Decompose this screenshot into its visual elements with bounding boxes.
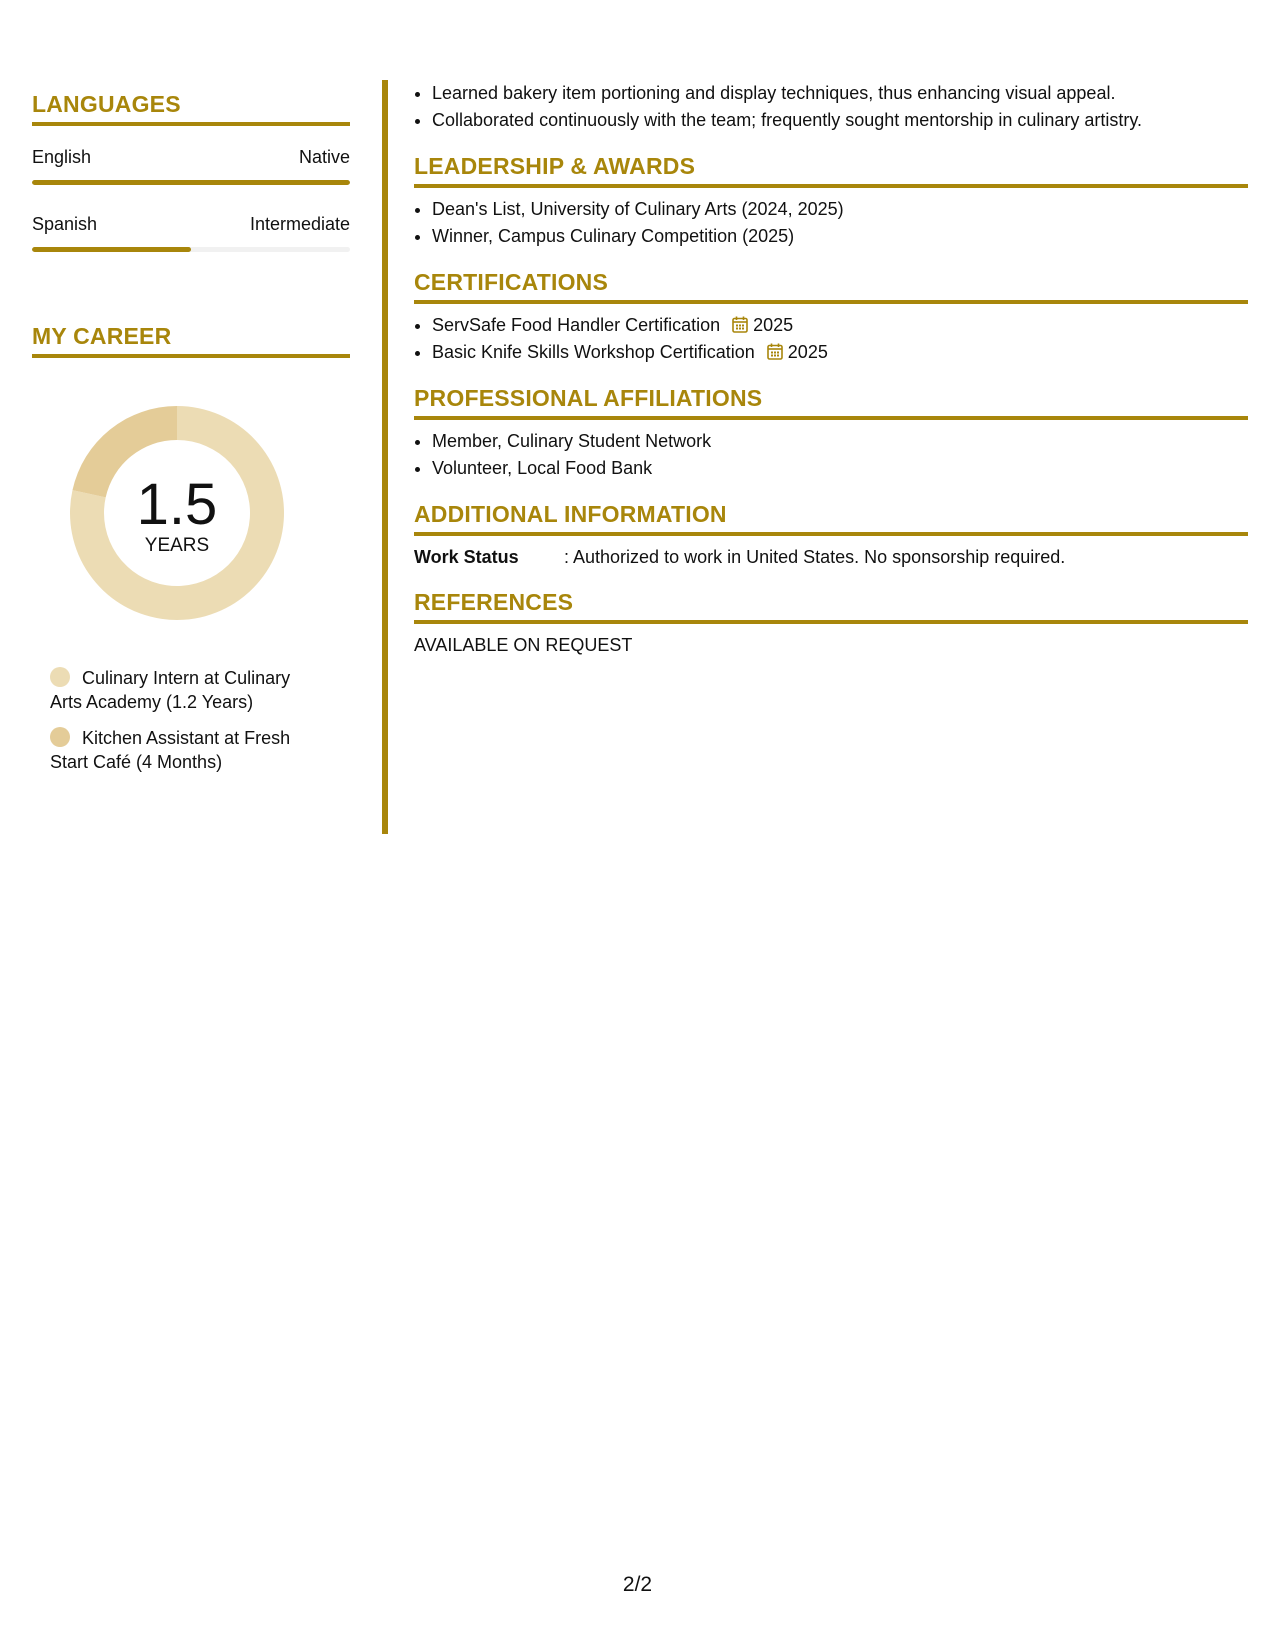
calendar-icon — [732, 316, 748, 333]
additional-info-section — [414, 500, 1248, 570]
calendar-icon — [767, 343, 783, 360]
references-text: AVAILABLE ON REQUEST — [414, 635, 633, 655]
leadership-title: LEADERSHIP & AWARDS — [414, 152, 1248, 188]
work-status-label: Work Status — [414, 547, 519, 567]
language-name: English — [32, 147, 92, 167]
certifications-section — [414, 268, 1248, 366]
certification-name: ServSafe Food Handler Certification — [432, 315, 721, 335]
donut-center-label — [62, 398, 292, 628]
legend-label: Culinary Intern at Culinary Arts Academy (1.2 Years) — [50, 668, 291, 712]
page-number: 2/2 — [622, 1573, 653, 1596]
language-proficiency-fill — [32, 180, 350, 185]
certification-name: Basic Knife Skills Workshop Certification — [432, 342, 755, 362]
additional-info-title: ADDITIONAL INFORMATION — [414, 500, 1248, 536]
language-level: Native — [298, 147, 350, 167]
list-item: • Winner, Campus Culinary Competition (2025) — [432, 223, 1248, 250]
career-total-value: 1.5 — [136, 472, 218, 537]
certification-year: 2025 — [753, 315, 794, 335]
references-section — [414, 588, 1248, 658]
leadership-section — [414, 152, 1248, 250]
language-level: Intermediate — [249, 214, 350, 234]
work-status-value: : Authorized to work in United States. No sponsorship required. — [564, 547, 1066, 567]
legend-item — [50, 726, 320, 774]
career-legend — [50, 666, 320, 774]
affiliations-title: PROFESSIONAL AFFILIATIONS — [414, 384, 1248, 420]
column-divider — [382, 80, 388, 834]
list-item: • Member, Culinary Student Network — [432, 428, 1248, 455]
languages-title: LANGUAGES — [32, 90, 350, 126]
career-section — [32, 322, 350, 774]
languages-list — [32, 146, 350, 252]
language-proficiency-fill — [32, 247, 191, 252]
career-donut-chart — [62, 398, 292, 628]
certification-year: 2025 — [787, 342, 828, 362]
references-title: REFERENCES — [414, 588, 1248, 624]
list-item: • Collaborated continuously with the team; frequently sought mentorship in culinary artistry. — [432, 107, 1248, 134]
affiliations-section — [414, 384, 1248, 482]
career-total-unit: YEARS — [144, 535, 210, 556]
work-status-row — [414, 544, 1248, 570]
main-content — [414, 80, 1248, 658]
list-item: • Volunteer, Local Food Bank — [432, 455, 1248, 482]
languages-section — [32, 90, 350, 252]
list-item — [432, 339, 1248, 366]
sidebar — [32, 90, 350, 786]
list-item — [432, 312, 1248, 339]
legend-dot-icon — [50, 727, 70, 747]
list-item: • Learned bakery item portioning and display techniques, thus enhancing visual appeal. — [432, 80, 1248, 107]
language-name: Spanish — [32, 214, 98, 234]
legend-item — [50, 666, 320, 714]
legend-dot-icon — [50, 667, 70, 687]
list-item: • Dean's List, University of Culinary Arts (2024, 2025) — [432, 196, 1248, 223]
certifications-title: CERTIFICATIONS — [414, 268, 1248, 304]
experience-bullets — [414, 80, 1248, 134]
language-proficiency-bar — [32, 247, 350, 252]
language-proficiency-bar — [32, 180, 350, 185]
legend-label: Kitchen Assistant at Fresh Start Café (4 Months) — [50, 728, 291, 772]
language-item — [32, 146, 350, 185]
career-title: MY CAREER — [32, 322, 350, 358]
language-item — [32, 213, 350, 252]
